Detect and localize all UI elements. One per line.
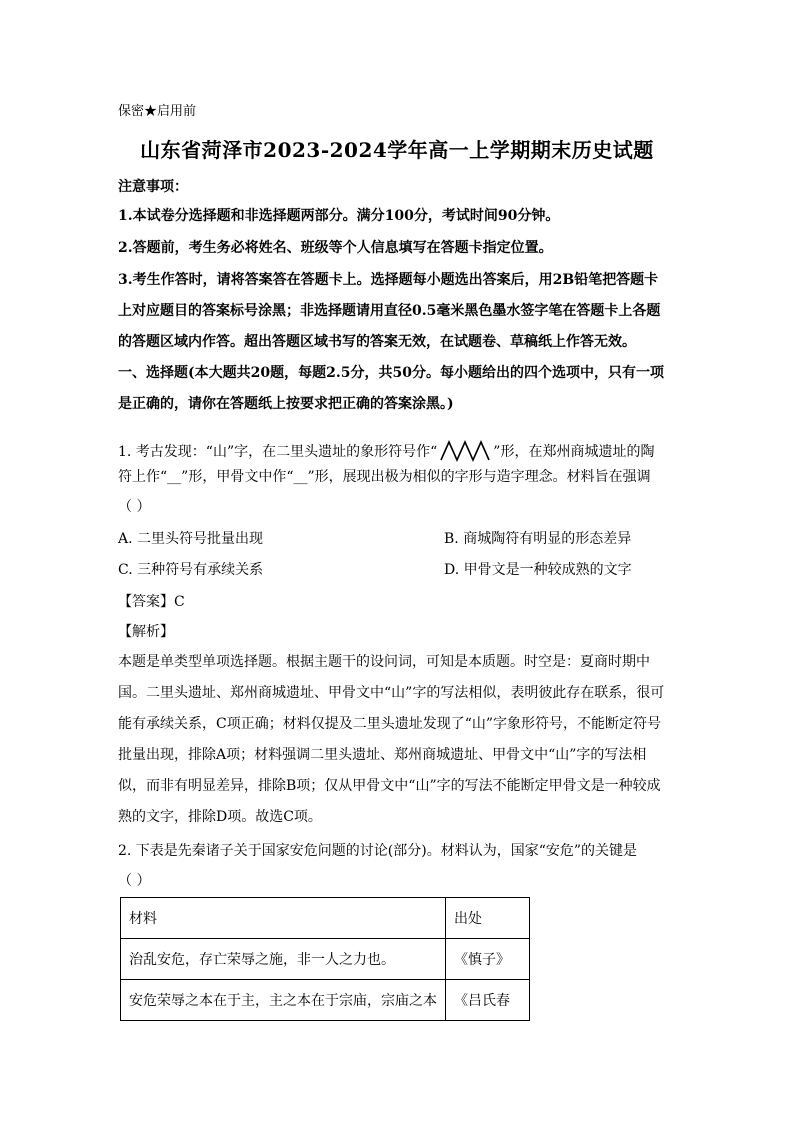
table-cell-material: 安危荣辱之本在于主，主之本在于宗庙，宗庙之本: [121, 980, 446, 1021]
q1-option-a: A. 二里头符号批量出现: [118, 531, 264, 547]
q1-analysis-line-6: 熟的文字，排除D项。故选C项。: [118, 809, 322, 825]
q1-stem-line-2: 符上作“__”形，甲骨文中作“__”形，展现出极为相似的字形与造字理念。材料旨在强调: [118, 469, 651, 485]
section-heading-line-1: 一、选择题(本大题共20题，每题2.5分，共50分。每小题给出的四个选项中，只有一项: [118, 365, 664, 381]
notice-item-1: 1.本试卷分选择题和非选择题两部分。满分100分，考试时间90分钟。: [118, 208, 560, 224]
q1-analysis-line-3: 能有承续关系，C项正确；材料仅提及二里头遗址发现了“山”字象形符号，不能断定符号: [118, 716, 662, 732]
table-cell-source: 《慎子》: [446, 939, 530, 980]
q1-option-d: D. 甲骨文是一种较成熟的文字: [444, 562, 632, 578]
section-heading-line-2: 是正确的，请你在答题纸上按要求把正确的答案涂黑。): [118, 396, 454, 412]
table-header-source: 出处: [446, 898, 530, 939]
table-header-material: 材料: [121, 898, 446, 939]
table-header-row: [121, 898, 530, 939]
notice-item-2: 2.答题前，考生务必将姓名、班级等个人信息填写在答题卡指定位置。: [118, 240, 553, 256]
q1-option-b: B. 商城陶符有明显的形态差异: [444, 531, 632, 547]
q1-option-c: C. 三种符号有承续关系: [118, 562, 264, 578]
q1-stem-line-1: [118, 438, 654, 468]
q1-analysis-line-4: 批量出现，排除A项；材料强调二里头遗址、郑州商城遗址、甲骨文中“山”字的写法相: [118, 747, 647, 763]
notice-item-3: 3.考生作答时，请将答案答在答题卡上。选择题每小题选出答案后，用2B铅笔把答题卡: [118, 272, 659, 288]
q2-answer-parens: （ ）: [118, 873, 151, 889]
table-row: [121, 980, 530, 1021]
q1-stem-part-a: 1. 考古发现：“山”字，在二里头遗址的象形符号作“: [118, 444, 438, 460]
table-cell-material: 治乱安危，存亡荣辱之施，非一人之力也。: [121, 939, 446, 980]
table-cell-source: 《吕氏春: [446, 980, 530, 1021]
notice-item-3-cont-1: 上对应题目的答案标号涂黑；非选择题请用直径0.5毫米黑色墨水签字笔在答题卡上各题: [118, 303, 661, 319]
notice-item-3-cont-2: 的答题区域内作答。超出答题区域书写的答案无效，在试题卷、草稿纸上作答无效。: [118, 334, 636, 350]
confidential-mark: 保密★启用前: [118, 104, 197, 119]
mountain-glyph-icon: [439, 438, 491, 468]
q1-analysis-line-2: 国。二里头遗址、郑州商城遗址、甲骨文中“山”字的写法相似，表明彼此存在联系，很可: [118, 685, 665, 701]
q1-analysis-label: 【解析】: [118, 624, 174, 640]
q1-stem-part-b: ”形，在郑州商城遗址的陶: [493, 444, 655, 460]
exam-title: 山东省菏泽市2023-2024学年高一上学期期末历史试题: [140, 138, 654, 162]
q1-analysis-line-5: 似，而非有明显差异，排除B项；仅从甲骨文中“山”字的写法不能断定甲骨文是一种较成: [118, 778, 661, 794]
q2-material-table: [120, 897, 530, 1021]
q1-answer-parens: （ ）: [118, 499, 151, 515]
q1-answer: 【答案】C: [118, 594, 185, 610]
table-row: [121, 939, 530, 980]
q1-analysis-line-1: 本题是单类型单项选择题。根据主题干的设问词，可知是本质题。时空是：夏商时期中: [118, 654, 650, 670]
notice-heading: 注意事项：: [118, 179, 188, 195]
q2-stem: 2. 下表是先秦诸子关于国家安危问题的讨论(部分)。材料认为，国家“安危”的关键是: [118, 843, 638, 859]
